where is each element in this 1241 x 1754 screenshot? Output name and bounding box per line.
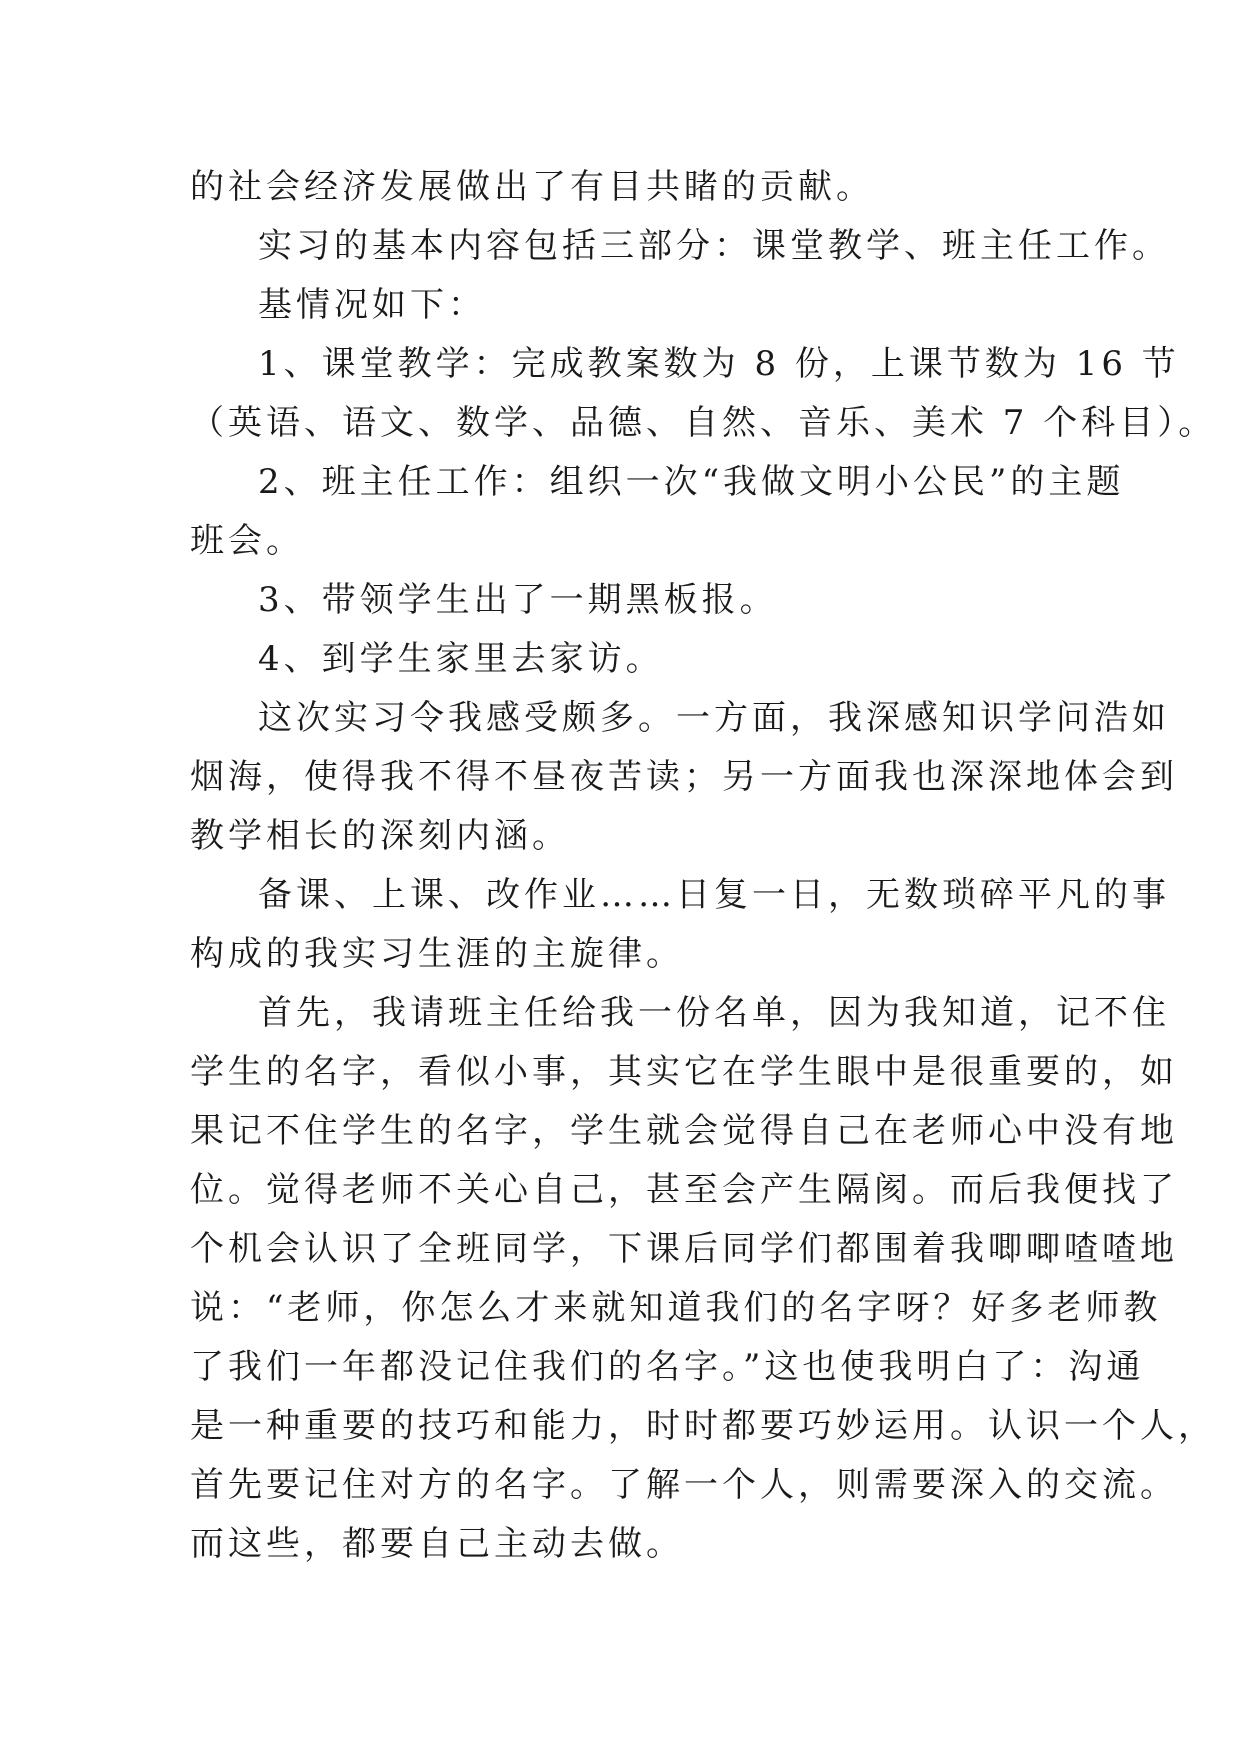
text-line: 3、带领学生出了一期黑板报。	[258, 580, 778, 620]
text-line: 构成的我实习生涯的主旋律。	[190, 934, 684, 974]
text-line: 教学相长的深刻内涵。	[190, 816, 570, 856]
text-line: 位。觉得老师不关心自己，甚至会产生隔阂。而后我便找了	[190, 1170, 1178, 1210]
text-line: 1、课堂教学：完成教案数为 8 份，上课节数为 16 节	[258, 344, 1180, 384]
text-line: 这次实习令我感受颇多。一方面，我深感知识学问浩如	[258, 698, 1170, 738]
text-line: 实习的基本内容包括三部分：课堂教学、班主任工作。	[258, 226, 1170, 266]
text-line: 果记不住学生的名字，学生就会觉得自己在老师心中没有地	[190, 1111, 1178, 1151]
text-line: 了我们一年都没记住我们的名字。”这也使我明白了：沟通	[190, 1347, 1145, 1387]
text-line: 个机会认识了全班同学，下课后同学们都围着我唧唧喳喳地	[190, 1229, 1178, 1269]
text-line: 首先，我请班主任给我一份名单，因为我知道，记不住	[258, 993, 1170, 1033]
text-line: 首先要记住对方的名字。了解一个人，则需要深入的交流。	[190, 1465, 1178, 1505]
text-line: （英语、语文、数学、品德、自然、音乐、美术 7 个科目）。	[190, 403, 1217, 443]
text-line: 烟海，使得我不得不昼夜苦读；另一方面我也深深地体会到	[190, 757, 1178, 797]
text-line: 4、到学生家里去家访。	[258, 639, 664, 679]
text-line: 是一种重要的技巧和能力，时时都要巧妙运用。认识一个人，	[190, 1406, 1216, 1446]
text-line: 学生的名字，看似小事，其实它在学生眼中是很重要的，如	[190, 1052, 1178, 1092]
text-line: 2、班主任工作：组织一次“我做文明小公民”的主题	[258, 462, 1125, 502]
text-line: 而这些，都要自己主动去做。	[190, 1524, 684, 1564]
document-body	[190, 158, 1217, 1574]
text-line: 的社会经济发展做出了有目共睹的贡献。	[190, 167, 874, 207]
text-line: 基情况如下：	[258, 285, 486, 325]
text-line: 备课、上课、改作业……日复一日，无数琐碎平凡的事	[258, 875, 1170, 915]
text-line: 说：“老师，你怎么才来就知道我们的名字呀？好多老师教	[190, 1288, 1162, 1328]
text-line: 班会。	[190, 521, 304, 561]
